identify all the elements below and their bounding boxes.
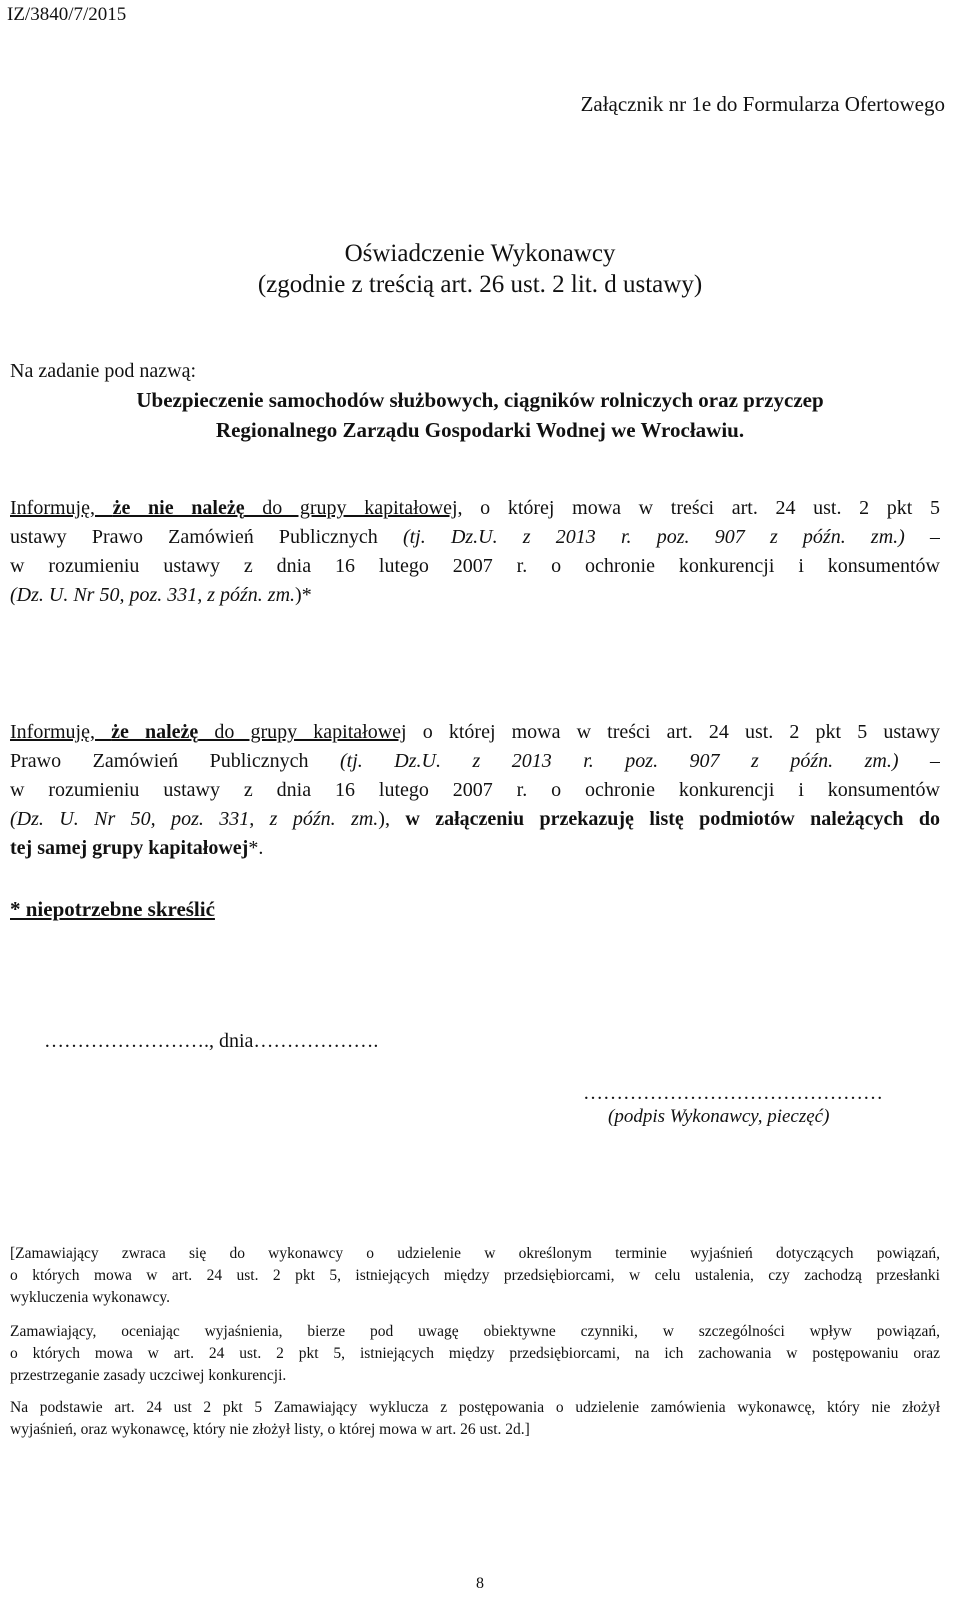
paragraph-line <box>10 834 940 863</box>
note-line: przestrzeganie zasady uczciwej konkurencji. <box>10 1367 287 1384</box>
text-segment: Informuję, <box>10 721 112 743</box>
text-segment: )* <box>295 584 312 606</box>
task-intro: Na zadanie pod nazwą: <box>10 360 197 382</box>
text-segment: ), <box>378 808 406 830</box>
task-name-line: Regionalnego Zarządu Gospodarki Wodnej we Wrocławiu. <box>215 418 745 442</box>
text-segment: do grupy kapitałowej <box>244 497 458 519</box>
note-line: wykluczenia wykonawcy. <box>10 1289 170 1306</box>
note-line: o których mowa w art. 24 ust. 2 pkt 5, istniejących między przedsiębiorcami, w celu ustalenia, czy zachodzą przesłanki <box>10 1267 940 1284</box>
paragraph-line <box>10 494 940 523</box>
paragraph-line <box>10 581 940 610</box>
paragraph-line <box>10 805 940 834</box>
text-segment: ustawy Prawo Zamówień Publicznych <box>10 526 403 548</box>
text-segment: o której mowa w treści art. 24 ust. 2 pkt 5 ustawy <box>406 721 940 743</box>
paragraph-line: w rozumieniu ustawy z dnia 16 lutego 2007 r. o ochronie konkurencji i konsumentów <box>10 555 940 577</box>
text-segment: (tj. Dz.U. z 2013 r. poz. 907 z późn. zm.) – <box>340 750 940 772</box>
note-line: Zamawiający, oceniając wyjaśnienia, bierze pod uwagę obiektywne czynniki, w szczególności wpływ powiązań, <box>10 1323 940 1340</box>
annex-label: Załącznik nr 1e do Formularza Ofertowego <box>580 92 945 116</box>
text-segment: w załączeniu przekazuję listę podmiotów należących do <box>405 808 940 830</box>
document-title: Oświadczenie Wykonawcy <box>344 240 616 267</box>
footnote-strike-out: * niepotrzebne skreślić <box>10 897 215 921</box>
note-paragraph <box>10 1243 940 1309</box>
document-subtitle: (zgodnie z treścią art. 26 ust. 2 lit. d ustawy) <box>257 271 703 298</box>
declaration-member <box>10 718 940 863</box>
signature-line: ……………………………………… <box>583 1082 883 1104</box>
text-segment: , o której mowa w treści art. 24 ust. 2 pkt 5 <box>457 497 940 519</box>
paragraph-line: w rozumieniu ustawy z dnia 16 lutego 2007 r. o ochronie konkurencji i konsumentów <box>10 779 940 801</box>
place-date-line: ……………………., dnia………………. <box>44 1030 379 1052</box>
page-number: 8 <box>476 1575 484 1592</box>
text-segment: Informuję, <box>10 497 113 519</box>
note-line: o których mowa w art. 24 ust. 2 pkt 5, istniejących między przedsiębiorcami, na ich zachowania w postępowaniu oraz <box>10 1345 940 1362</box>
text-segment: (Dz. U. Nr 50, poz. 331, z późn. zm. <box>10 584 296 606</box>
text-segment: *. <box>248 837 264 859</box>
text-segment: (tj. Dz.U. z 2013 r. poz. 907 z późn. zm.) – <box>402 526 940 548</box>
signature-caption: (podpis Wykonawcy, pieczęć) <box>608 1106 830 1127</box>
text-segment: do grupy kapitałowej <box>198 721 407 743</box>
note-line: [Zamawiający zwraca się do wykonawcy o udzielenie w określonym terminie wyjaśnień dotyczących powiązań, <box>10 1245 940 1262</box>
paragraph-line <box>10 523 940 552</box>
note-line: Na podstawie art. 24 ust 2 pkt 5 Zamawiający wyklucza z postępowania o udzielenie zamówienia wykonawcę, który nie złożył <box>10 1399 940 1416</box>
document-reference: IZ/3840/7/2015 <box>7 4 127 25</box>
paragraph-line <box>10 718 940 747</box>
text-segment: tej samej grupy kapitałowej <box>10 837 249 859</box>
text-segment: że nie należę <box>112 497 245 519</box>
task-name-line: Ubezpieczenie samochodów służbowych, ciągników rolniczych oraz przyczep <box>136 388 824 412</box>
paragraph-line <box>10 747 940 776</box>
text-segment: (Dz. U. Nr 50, poz. 331, z późn. zm. <box>10 808 379 830</box>
text-segment: że należę <box>111 721 199 743</box>
declaration-not-member <box>10 494 940 610</box>
note-paragraph <box>10 1321 940 1387</box>
note-paragraph <box>10 1397 940 1441</box>
note-line: wyjaśnień, oraz wykonawcę, który nie złożył listy, o której mowa w art. 26 ust. 2d.] <box>10 1421 530 1438</box>
text-segment: Prawo Zamówień Publicznych <box>10 750 340 772</box>
